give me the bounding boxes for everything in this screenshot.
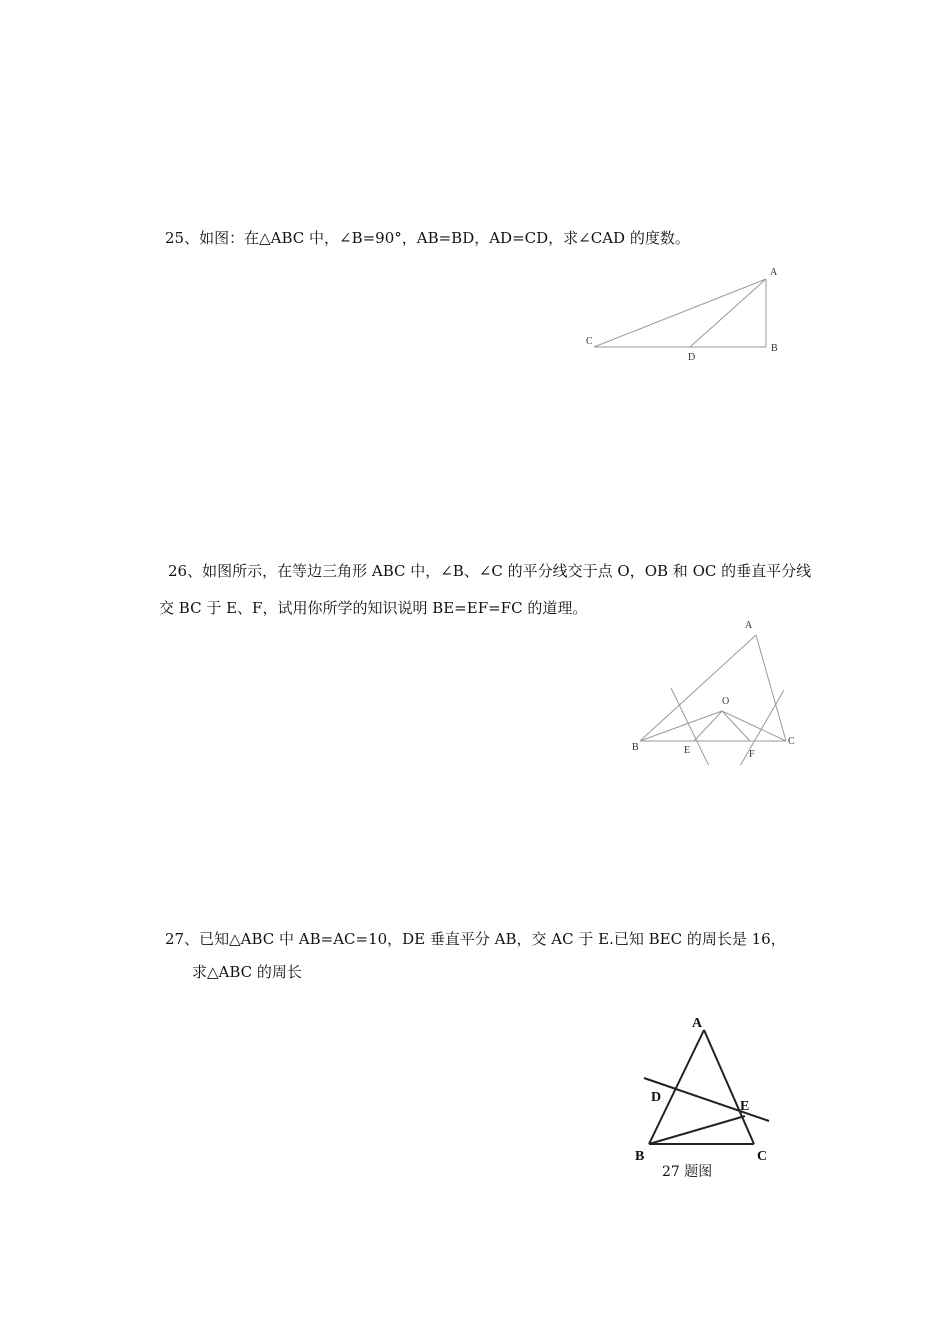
label-b: B bbox=[771, 343, 778, 354]
label-b: B bbox=[632, 742, 639, 753]
segment-bo bbox=[640, 711, 722, 741]
label-a: A bbox=[692, 1016, 703, 1031]
question-27-line2: 求△ABC 的周长 bbox=[192, 963, 302, 981]
label-a: A bbox=[770, 267, 778, 278]
segment-of bbox=[722, 711, 750, 741]
label-e: E bbox=[740, 1099, 750, 1114]
figure-25-right-triangle bbox=[580, 262, 800, 367]
label-f: F bbox=[749, 749, 755, 760]
segment-ca bbox=[594, 279, 766, 347]
perpendicular-bisector-oc bbox=[740, 690, 784, 765]
figure-26-equilateral-triangle bbox=[625, 615, 805, 765]
label-o: O bbox=[722, 696, 730, 707]
label-e: E bbox=[684, 745, 691, 756]
figure-27-isosceles-triangle bbox=[625, 1005, 785, 1165]
segment-ba bbox=[649, 1030, 704, 1144]
label-d: D bbox=[651, 1090, 662, 1105]
label-b: B bbox=[635, 1149, 645, 1164]
figure-27-caption: 27 题图 bbox=[662, 1164, 713, 1180]
label-c: C bbox=[788, 736, 795, 747]
segment-ad bbox=[690, 279, 766, 347]
segment-ac bbox=[704, 1030, 754, 1144]
segment-ba bbox=[640, 635, 756, 741]
question-26-line2: 交 BC 于 E、F，试用你所学的知识说明 BE=EF=FC 的道理。 bbox=[159, 599, 588, 617]
segment-ac bbox=[756, 635, 786, 741]
question-26-line1: 26、如图所示，在等边三角形 ABC 中，∠B、∠C 的平分线交于点 O，OB 和 OC 的垂直平分线 bbox=[168, 562, 812, 580]
label-c: C bbox=[757, 1149, 768, 1164]
segment-oc bbox=[722, 711, 786, 741]
label-d: D bbox=[688, 352, 696, 363]
label-c: C bbox=[586, 336, 593, 347]
label-a: A bbox=[745, 620, 753, 631]
question-27-line1: 27、已知△ABC 中 AB=AC=10，DE 垂直平分 AB，交 AC 于 E.已知 BEC 的周长是 16， bbox=[165, 930, 786, 948]
segment-be bbox=[649, 1116, 745, 1144]
question-25-text: 25、如图：在△ABC 中，∠B=90°，AB=BD，AD=CD，求∠CAD 的度数。 bbox=[165, 229, 690, 247]
segment-eo bbox=[694, 711, 722, 741]
